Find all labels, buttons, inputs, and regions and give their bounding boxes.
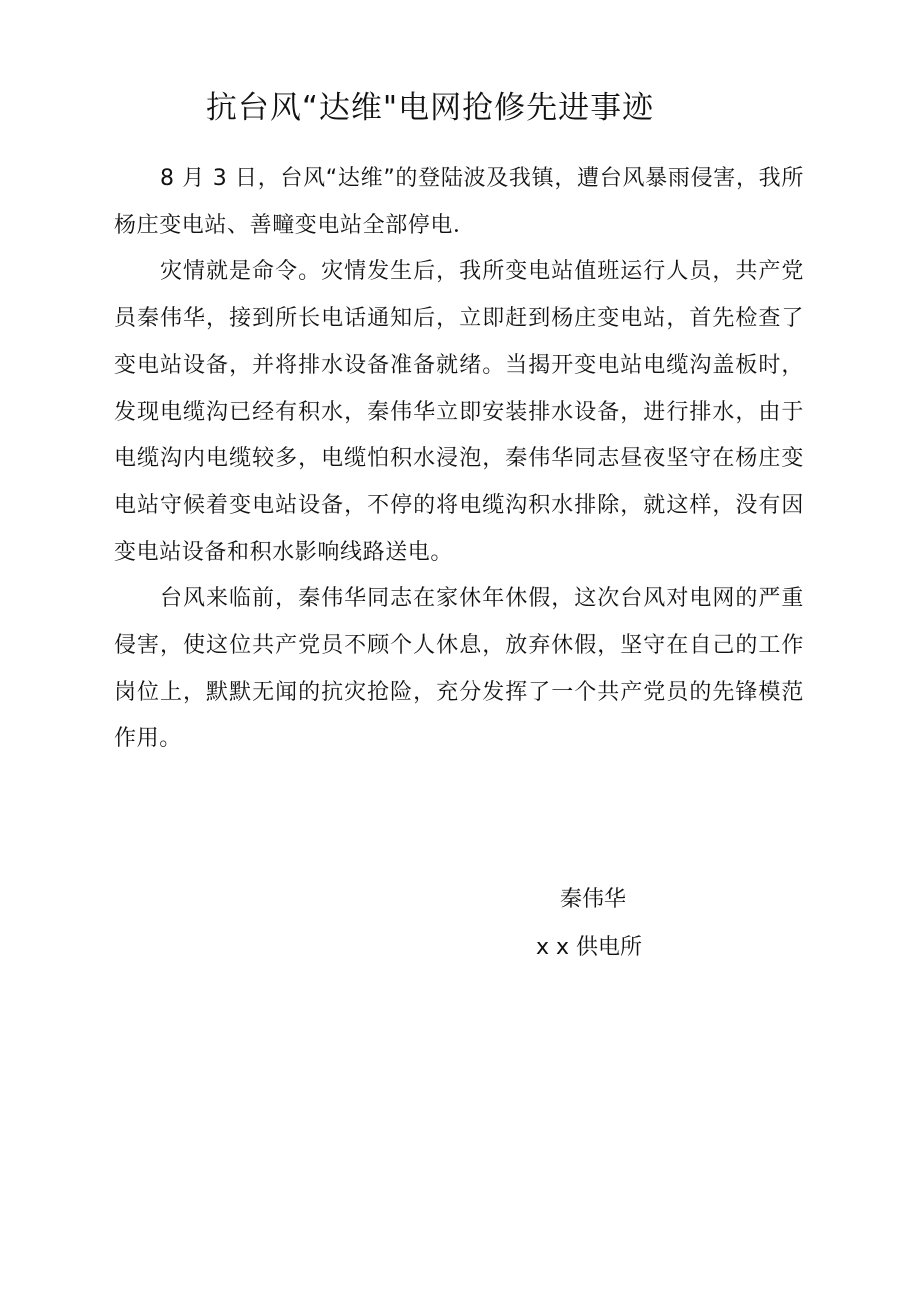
paragraph-1: 8 月 3 日，台风“达维”的登陆波及我镇，遭台风暴雨侵害，我所杨庄变电站、善疃变电站全部停电． xyxy=(114,166,804,238)
document-title: 抗台风“达维"电网抢修先进事迹 xyxy=(205,90,655,126)
document-body xyxy=(114,156,804,763)
paragraph-2: 灾情就是命令。灾情发生后，我所变电站值班运行人员，共产党员秦伟华，接到所长电话通知后，立即赶到杨庄变电站，首先检查了变电站设备，并将排水设备准备就绪。当揭开变电站电缆沟盖板时，发现电缆沟已经有积水，秦伟华立即安装排水设备，进行排水，由于电缆沟内电缆较多，电缆怕积水浸泡，秦伟华同志昼夜坚守在杨庄变电站守候着变电站设备，不停的将电缆沟积水排除，就这样，没有因变电站设备和积水影响线路送电。 xyxy=(114,259,804,565)
paragraph-3: 台风来临前，秦伟华同志在家休年休假，这次台风对电网的严重侵害，使这位共产党员不顾个人休息，放弃休假，坚守在自己的工作岗位上，默默无闻的抗灾抢险，充分发挥了一个共产党员的先锋模范作用。 xyxy=(114,586,804,752)
signature-block xyxy=(520,876,680,972)
signature-name: 秦伟华 xyxy=(560,887,627,912)
signature-organization: x x 供电所 xyxy=(536,935,643,960)
